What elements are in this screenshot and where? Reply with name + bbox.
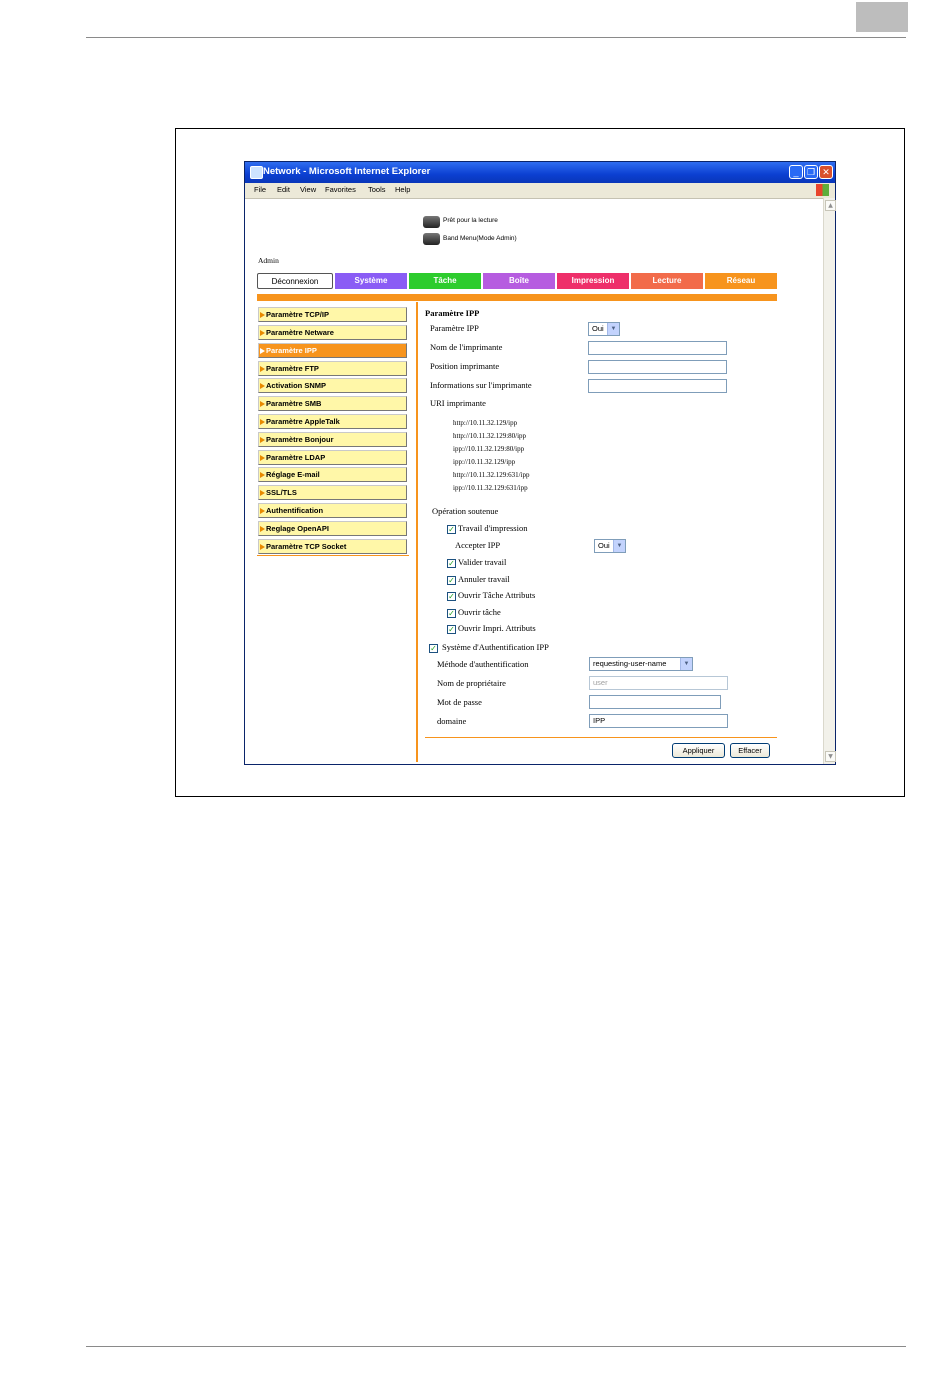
sidebar-item-ipp[interactable]: Paramètre IPP — [258, 343, 407, 358]
sidebar-item-bonjour[interactable]: Paramètre Bonjour — [258, 432, 407, 447]
printer-name-input[interactable] — [588, 341, 727, 355]
close-button[interactable]: ✕ — [819, 165, 833, 179]
print-job-label: Travail d'impression — [458, 523, 528, 533]
uri-item: ipp://10.11.32.129/ipp — [453, 458, 516, 466]
maximize-button[interactable]: ❐ — [804, 165, 818, 179]
menu-file[interactable]: File — [254, 185, 267, 194]
printer-admin-icon — [423, 233, 440, 245]
uri-item: ipp://10.11.32.129:80/ipp — [453, 445, 525, 453]
title-bar — [245, 162, 835, 183]
cancel-job-checkbox[interactable]: ✓ — [448, 576, 455, 585]
status-ready: Prêt pour la lecture — [443, 217, 498, 224]
tab-boite[interactable]: Boîte — [483, 273, 555, 289]
accept-ipp-select[interactable]: Oui ▼ — [594, 539, 626, 553]
menu-favorites[interactable]: Favorites — [325, 185, 356, 194]
sidebar-item-ssl[interactable]: SSL/TLS — [258, 485, 407, 500]
printer-location-input[interactable] — [588, 360, 727, 374]
sidebar-item-snmp[interactable]: Activation SNMP — [258, 378, 407, 393]
validate-job-checkbox[interactable]: ✓ — [448, 559, 455, 568]
auth-method-select[interactable]: requesting-user-name ▼ — [589, 657, 693, 671]
auth-system-label: Système d'Authentification IPP — [442, 642, 549, 652]
tab-tache[interactable]: Tâche — [409, 273, 481, 289]
sidebar-item-openapi[interactable]: Reglage OpenAPI — [258, 521, 407, 536]
page-number-tab — [856, 2, 908, 32]
sidebar-item-ldap[interactable]: Paramètre LDAP — [258, 450, 407, 465]
validate-job-label: Valider travail — [458, 557, 507, 567]
tab-underline-bar — [257, 294, 777, 301]
uri-item: http://10.11.32.129/ipp — [453, 419, 518, 427]
sidebar-item-auth[interactable]: Authentification — [258, 503, 407, 518]
open-job-label: Ouvrir tâche — [458, 607, 501, 617]
clear-button[interactable]: Effacer — [730, 743, 770, 758]
uri-item: http://10.11.32.129:631/ipp — [453, 471, 530, 479]
sidebar-item-ftp[interactable]: Paramètre FTP — [258, 361, 407, 376]
printer-attributes-label: Ouvrir Impri. Attributs — [458, 623, 536, 633]
printer-attributes-checkbox[interactable]: ✓ — [448, 625, 455, 634]
status-mode: Band Menu(Mode Admin) — [443, 235, 517, 242]
sidebar-item-email[interactable]: Réglage E-mail — [258, 467, 407, 482]
job-attributes-checkbox[interactable]: ✓ — [448, 592, 455, 601]
apply-button[interactable]: Appliquer — [672, 743, 725, 758]
printer-info-label: Informations sur l'imprimante — [430, 380, 532, 390]
vertical-scrollbar[interactable] — [823, 198, 835, 764]
admin-label: Admin — [258, 256, 279, 265]
accept-ipp-label: Accepter IPP — [455, 540, 501, 550]
menu-tools[interactable]: Tools — [368, 185, 386, 194]
job-attributes-label: Ouvrir Tâche Attributs — [458, 590, 536, 600]
windows-logo-icon — [816, 184, 829, 196]
auth-system-checkbox[interactable]: ✓ — [430, 644, 437, 653]
printer-info-input[interactable] — [588, 379, 727, 393]
auth-method-label: Méthode d'authentification — [437, 659, 529, 669]
section-heading: Paramètre IPP — [425, 308, 480, 318]
open-job-checkbox[interactable]: ✓ — [448, 609, 455, 618]
menu-view[interactable]: View — [300, 185, 317, 194]
sidebar-item-smb[interactable]: Paramètre SMB — [258, 396, 407, 411]
domain-label: domaine — [437, 716, 467, 726]
footer-rule — [86, 1346, 906, 1347]
chevron-down-icon: ▼ — [680, 658, 692, 670]
browser-window — [244, 161, 836, 765]
logout-button[interactable]: Déconnexion — [257, 273, 333, 289]
menu-help[interactable]: Help — [395, 185, 411, 194]
content-divider — [416, 302, 418, 762]
owner-label: Nom de propriétaire — [437, 678, 506, 688]
printer-location-label: Position imprimante — [430, 361, 500, 371]
window-title: Network - Microsoft Internet Explorer — [263, 166, 431, 177]
owner-input[interactable]: user — [589, 676, 728, 690]
chevron-down-icon: ▼ — [607, 323, 619, 335]
uri-label: URI imprimante — [430, 398, 486, 408]
sidebar-rule — [257, 555, 409, 556]
tab-systeme[interactable]: Système — [335, 273, 407, 289]
ie-icon — [250, 166, 263, 179]
password-label: Mot de passe — [437, 697, 482, 707]
sidebar-item-netware[interactable]: Paramètre Netware — [258, 325, 407, 340]
sidebar-item-appletalk[interactable]: Paramètre AppleTalk — [258, 414, 407, 429]
tab-impression[interactable]: Impression — [557, 273, 629, 289]
page-content — [245, 199, 824, 764]
header-rule — [86, 37, 906, 38]
menu-edit[interactable]: Edit — [277, 185, 290, 194]
tab-reseau[interactable]: Réseau — [705, 273, 777, 289]
printer-icon — [423, 216, 440, 228]
cancel-job-label: Annuler travail — [458, 574, 510, 584]
domain-input[interactable]: IPP — [589, 714, 728, 728]
tab-lecture[interactable]: Lecture — [631, 273, 703, 289]
printer-name-label: Nom de l'imprimante — [430, 342, 503, 352]
scroll-down-icon[interactable]: ▼ — [825, 751, 836, 762]
print-job-checkbox[interactable]: ✓ — [448, 525, 455, 534]
chevron-down-icon: ▼ — [613, 540, 625, 552]
sidebar-item-tcpip[interactable]: Paramètre TCP/IP — [258, 307, 407, 322]
operations-label: Opération soutenue — [432, 506, 499, 516]
ipp-select[interactable]: Oui ▼ — [588, 322, 620, 336]
scroll-up-icon[interactable]: ▲ — [825, 200, 836, 211]
uri-item: ipp://10.11.32.129:631/ipp — [453, 484, 528, 492]
main-tabs — [257, 273, 777, 289]
sidebar-item-tcpsocket[interactable]: Paramètre TCP Socket — [258, 539, 407, 554]
ipp-label: Paramètre IPP — [430, 323, 479, 333]
password-input[interactable] — [589, 695, 721, 709]
form-bottom-rule — [425, 737, 777, 738]
minimize-button[interactable]: _ — [789, 165, 803, 179]
menu-bar — [245, 183, 835, 199]
uri-item: http://10.11.32.129:80/ipp — [453, 432, 527, 440]
